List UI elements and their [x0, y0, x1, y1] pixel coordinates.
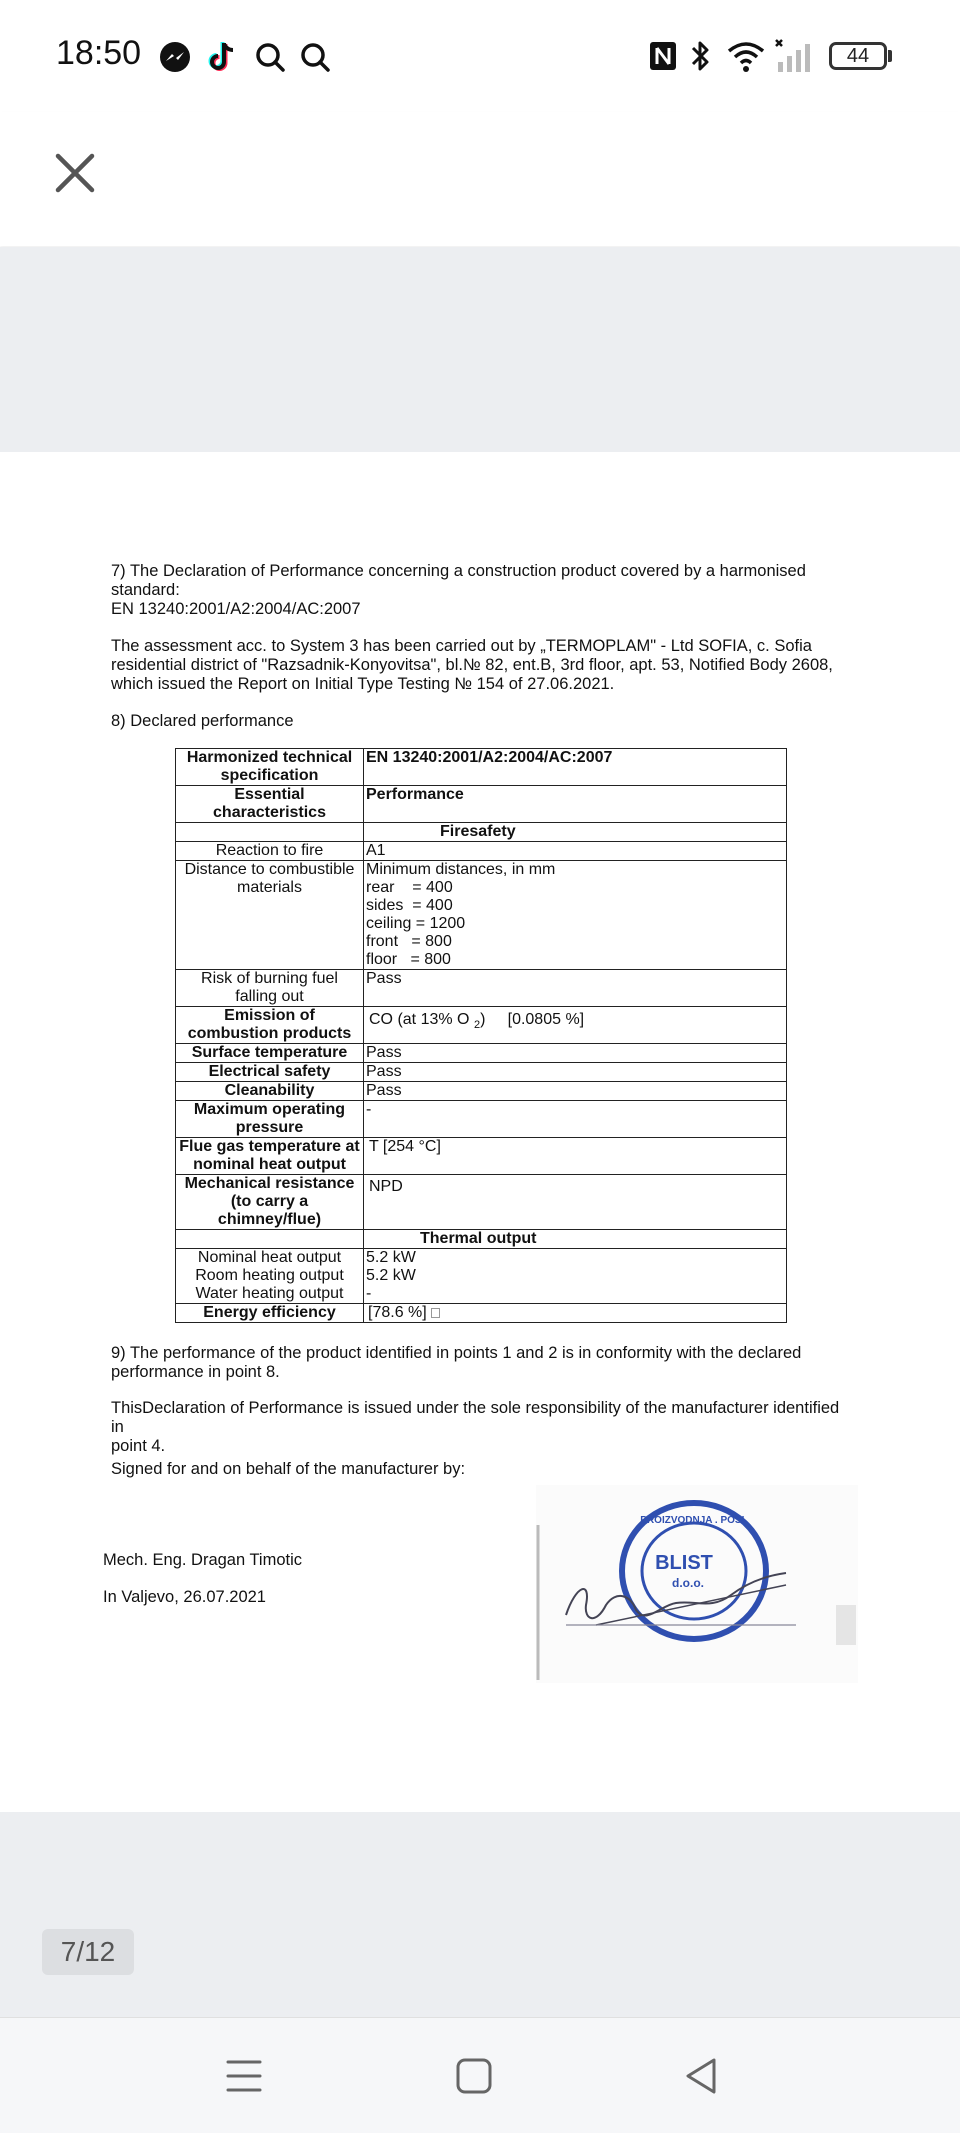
svg-text:PROIZVODNJA . POSL: PROIZVODNJA . POSL	[640, 1515, 748, 1526]
table-row	[176, 823, 787, 842]
navigation-bar	[0, 2017, 960, 2133]
checkbox-glyph	[431, 1308, 440, 1318]
company-stamp-signature	[536, 1475, 858, 1683]
table-cell	[364, 1007, 787, 1044]
section-7-line: 7) The Declaration of Performance concerning a construction product covered by a harmonised	[111, 562, 806, 580]
assessment-line: The assessment acc. to System 3 has been carried out by „TERMOPLAM" - Ltd SOFIA, c. Sofia	[111, 637, 812, 655]
distance-sides: sides = 400	[366, 897, 453, 914]
table-row	[176, 1007, 787, 1044]
table-cell: Pass	[364, 970, 787, 1007]
energy-value: [78.6 %]	[368, 1304, 427, 1321]
table-row	[176, 1230, 787, 1249]
distance-rear: rear = 400	[366, 879, 453, 896]
table-cell	[176, 823, 364, 842]
menu-icon[interactable]	[222, 2054, 266, 2098]
section-8-heading: 8) Declared performance	[111, 712, 294, 730]
table-cell: Maximum operating pressure	[176, 1101, 364, 1138]
assessment-line: residential district of "Razsadnik-Konyovitsa", bl.№ 82, ent.B, 3rd floor, apt. 53, Notified Body 2608,	[111, 656, 833, 674]
table-cell: Cleanability	[176, 1082, 364, 1101]
section-9-line: 9) The performance of the product identified in points 1 and 2 is in conformity with the declared	[111, 1344, 802, 1362]
viewer-background-bottom	[0, 1812, 960, 2017]
table-cell: Flue gas temperature at nominal heat output	[176, 1138, 364, 1175]
responsibility-line: point 4.	[111, 1437, 166, 1455]
table-row	[176, 1101, 787, 1138]
bluetooth-icon	[688, 38, 712, 74]
status-bar	[0, 0, 960, 112]
table-cell: Performance	[364, 786, 787, 823]
table-cell: A1	[364, 842, 787, 861]
distance-ceiling: ceiling = 1200	[366, 915, 466, 932]
responsibility-line: ThisDeclaration of Performance is issued under the sole responsibility of the manufacturer identified in	[111, 1399, 840, 1436]
home-icon[interactable]	[452, 2054, 496, 2098]
table-cell: Harmonized technical specification	[176, 749, 364, 786]
table-row	[176, 842, 787, 861]
table-cell: EN 13240:2001/A2:2004/AC:2007	[364, 749, 787, 786]
emission-value-end: ) [0.0805 %]	[480, 1011, 585, 1028]
table-row	[176, 749, 787, 786]
table-cell: Reaction to fire	[176, 842, 364, 861]
table-row	[176, 786, 787, 823]
emission-subscript: 2	[473, 1019, 481, 1032]
table-section-header: Firesafety	[364, 823, 787, 842]
table-cell: -	[364, 1101, 787, 1138]
status-time: 18:50	[56, 34, 142, 72]
battery-indicator: 44	[829, 42, 887, 70]
table-row	[176, 1044, 787, 1063]
back-icon[interactable]	[680, 2054, 724, 2098]
water-value: -	[366, 1285, 372, 1302]
table-row	[176, 1304, 787, 1323]
table-row	[176, 1063, 787, 1082]
section-9-line: performance in point 8.	[111, 1363, 280, 1381]
table-cell: Surface temperature	[176, 1044, 364, 1063]
page-indicator: 7/12	[42, 1929, 134, 1975]
nominal-label: Nominal heat output	[197, 1249, 342, 1266]
nfc-icon	[648, 38, 678, 74]
app-bar	[0, 112, 960, 246]
section-9	[111, 1344, 851, 1382]
distance-front: front = 800	[366, 933, 452, 950]
section-7-line: standard:	[111, 581, 180, 599]
table-cell: Energy efficiency	[176, 1304, 364, 1323]
wifi-icon	[726, 38, 766, 74]
section-7-line: EN 13240:2001/A2:2004/AC:2007	[111, 600, 361, 618]
water-label: Water heating output	[195, 1285, 344, 1302]
search-icon	[253, 40, 287, 74]
place-date: In Valjevo, 26.07.2021	[103, 1588, 266, 1606]
tiktok-icon	[205, 40, 239, 74]
table-cell: Mechanical resistance (to carry a chimney/flue)	[176, 1175, 364, 1230]
stamp-subtext: d.o.o.	[672, 1576, 704, 1590]
table-row	[176, 1175, 787, 1230]
table-cell: NPD	[364, 1175, 787, 1230]
room-value: 5.2 kW	[366, 1267, 416, 1284]
assessment-paragraph	[111, 637, 851, 694]
messenger-icon	[158, 40, 192, 74]
table-row	[176, 970, 787, 1007]
table-row	[176, 861, 787, 970]
distance-title: Minimum distances, in mm	[366, 861, 556, 878]
declared-performance-table	[175, 748, 787, 1323]
table-cell	[176, 1249, 364, 1304]
table-cell	[364, 1304, 787, 1323]
signal-icon	[774, 38, 818, 74]
table-cell: Distance to combustible materials	[176, 861, 364, 970]
table-cell: Pass	[364, 1082, 787, 1101]
table-row	[176, 1249, 787, 1304]
assessment-line: which issued the Report on Initial Type Testing № 154 of 27.06.2021.	[111, 675, 615, 693]
nominal-value: 5.2 kW	[366, 1249, 416, 1266]
responsibility-paragraph	[111, 1399, 851, 1456]
table-row	[176, 1082, 787, 1101]
viewer-background-top	[0, 247, 960, 452]
room-label: Room heating output	[195, 1267, 344, 1284]
battery-tip	[888, 50, 892, 62]
table-cell: Risk of burning fuel falling out	[176, 970, 364, 1007]
table-row	[176, 1138, 787, 1175]
close-icon[interactable]	[50, 148, 100, 198]
table-cell	[364, 1249, 787, 1304]
table-cell: T [254 °C]	[364, 1138, 787, 1175]
table-cell: Emission of combustion products	[176, 1007, 364, 1044]
signed-line: Signed for and on behalf of the manufacturer by:	[111, 1460, 466, 1478]
table-cell	[364, 861, 787, 970]
section-7	[111, 562, 851, 619]
table-cell: Electrical safety	[176, 1063, 364, 1082]
search-icon	[298, 40, 332, 74]
stamp-text: BLIST	[655, 1552, 713, 1574]
emission-value: CO (at 13% O	[369, 1011, 470, 1028]
table-section-header: Thermal output	[364, 1230, 787, 1249]
table-cell: Pass	[364, 1044, 787, 1063]
table-cell: Essential characteristics	[176, 786, 364, 823]
table-cell: Pass	[364, 1063, 787, 1082]
distance-floor: floor = 800	[366, 951, 451, 968]
signer-name: Mech. Eng. Dragan Timotic	[103, 1551, 302, 1569]
table-cell	[176, 1230, 364, 1249]
